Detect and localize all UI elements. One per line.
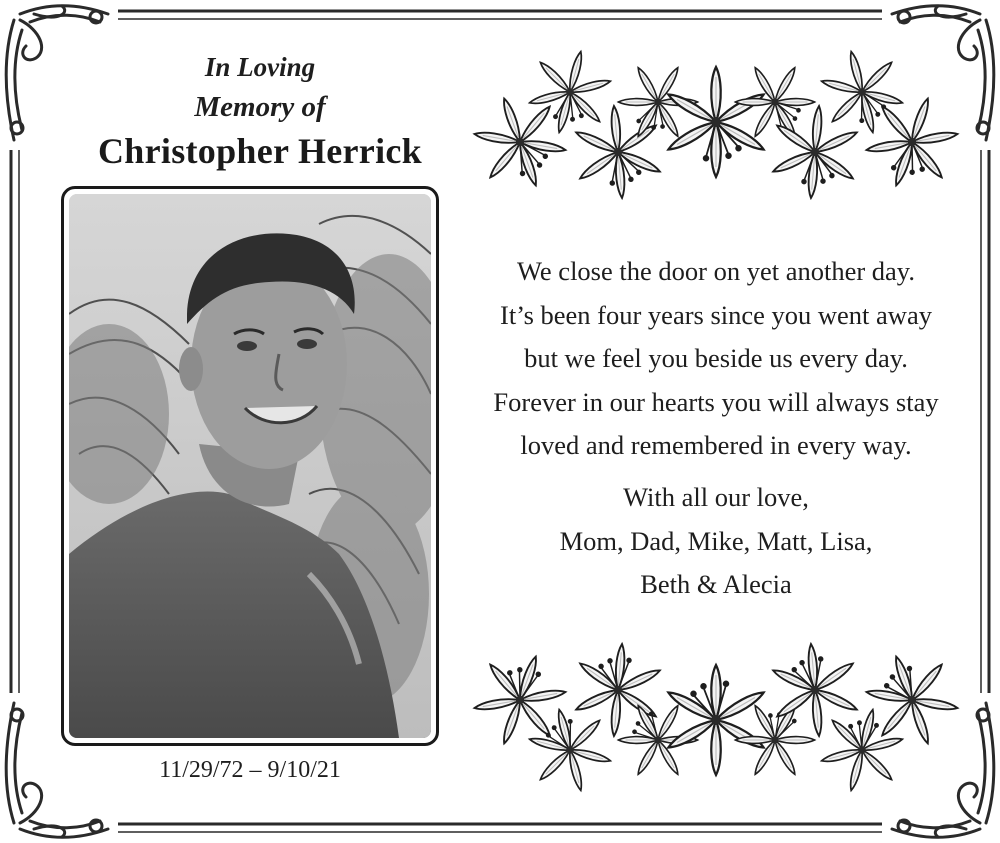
deceased-name: Christopher Herrick — [98, 131, 422, 171]
poem-line: but we feel you beside us every day. — [524, 343, 908, 373]
life-dates: 11/29/72 – 9/10/21 — [159, 757, 341, 783]
heading-in-loving: In Loving — [204, 52, 316, 82]
poem-line: We close the door on yet another day. — [517, 256, 915, 286]
lily-flower — [666, 67, 766, 177]
lily-flower — [857, 84, 962, 200]
lily-flower — [470, 642, 575, 758]
signoff-line: Mom, Dad, Mike, Matt, Lisa, — [559, 525, 873, 556]
poem — [466, 250, 966, 468]
lily-garland-top — [470, 32, 962, 214]
signoff-line: With all our love, — [623, 482, 809, 512]
lily-garland-bottom — [470, 628, 962, 810]
portrait-photo — [69, 194, 431, 738]
portrait-illustration — [69, 194, 431, 738]
poem-line: It’s been four years since you went away — [500, 299, 932, 330]
lily-flower — [470, 84, 575, 200]
heading-memory-of: Memory of — [194, 91, 326, 123]
poem-line: loved and remembered in every way. — [520, 430, 912, 460]
signoff — [466, 476, 966, 607]
photo-frame — [61, 186, 439, 746]
poem-line: Forever in our hearts you will always stay — [493, 386, 939, 417]
signoff-line: Beth & Alecia — [640, 569, 792, 599]
lily-flower — [857, 642, 962, 758]
lily-flower — [666, 665, 766, 775]
